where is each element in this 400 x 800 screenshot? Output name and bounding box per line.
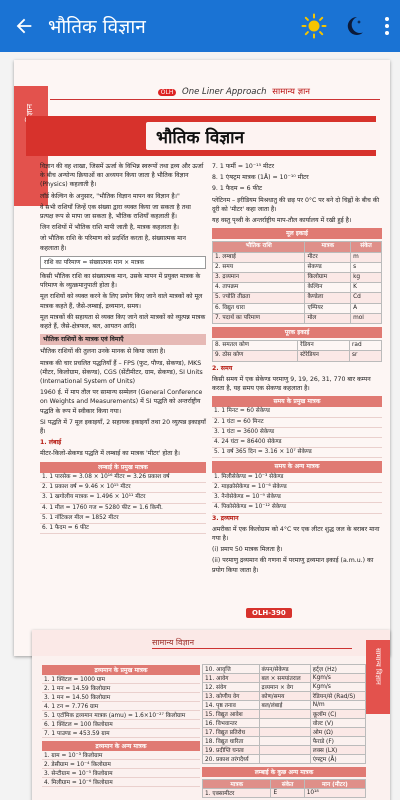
table-row	[213, 293, 382, 303]
header-text: सामान्य विज्ञान	[152, 637, 352, 649]
table-cell: 6. 1 फैदम = 6 फीट	[40, 523, 206, 533]
table-row	[212, 503, 382, 513]
column-header: मान (मीटर)	[304, 780, 365, 789]
table-cell: 19. प्रदीप्ति घनत्व	[203, 746, 260, 755]
table-row	[213, 252, 382, 262]
table-cell: फैराडे (F)	[310, 737, 365, 746]
table-cell: कंपन/सेकेण्ड	[259, 665, 310, 674]
side-label: सामान्य विज्ञान	[374, 648, 382, 685]
table-cell: 1. 1 क्विंटल = 1000 ग्राम	[42, 675, 200, 684]
table-cell: kg	[351, 273, 382, 283]
table-cell: A	[351, 303, 382, 313]
table-cell: 6. 1 क्विंटल = 100 किलोग्राम	[42, 720, 200, 729]
table-cell: 3. नैनोसेकेण्ड = 10⁻⁹ सेकेण्ड	[212, 493, 382, 503]
table-cell: 3. द्रव्यमान	[213, 273, 305, 283]
table-row	[203, 701, 366, 710]
table-cell: 4. तापक्रम	[213, 283, 305, 293]
table-row	[42, 711, 200, 720]
table-cell: 3. 1 मन = 14.50 किलोग्राम	[42, 693, 200, 702]
left-column	[40, 162, 206, 534]
table-row	[40, 513, 206, 523]
table-row	[203, 746, 366, 755]
page-header	[32, 630, 390, 656]
table-cell: 2. 1 मन = 14.59 किलोग्राम	[42, 684, 200, 693]
table-cell: कैण्डेला	[305, 293, 351, 303]
table-title: द्रव्यमान के प्रमुख मात्रक	[42, 665, 200, 675]
small-time-units-table	[212, 473, 382, 514]
table-cell: लक्स (LX)	[310, 746, 365, 755]
table-cell: 2. 1 घंटा = 60 मिनट	[212, 417, 382, 427]
column-header: मात्रक	[305, 242, 351, 252]
table-cell	[259, 746, 310, 755]
table-cell: 2. माइक्रोसेकेण्ड = 10⁻⁶ सेकेण्ड	[212, 482, 382, 492]
table-cell: बल × समयांतराल	[259, 674, 310, 683]
table-cell: 1. ग्राम = 10⁻³ किलोग्राम	[42, 751, 200, 760]
table-cell: 4. मिलीग्राम = 10⁻⁶ किलोग्राम	[42, 778, 200, 787]
table-row	[213, 273, 382, 283]
table-row	[42, 684, 200, 693]
table-cell: 1. मिलीसेकेण्ड = 10⁻³ सेकेण्ड	[212, 473, 382, 483]
app-bar	[0, 0, 400, 52]
table-cell: 1. 1 पारसेक = 3.08 × 10¹⁶ मीटर = 3.26 प्रकाश वर्ष	[40, 473, 206, 483]
table-cell: ओम (Ω)	[310, 728, 365, 737]
table-cell: 18. विद्युत धारिता	[203, 737, 260, 746]
table-row	[212, 493, 382, 503]
table-cell: 17. विद्युत प्रतिरोध	[203, 728, 260, 737]
table-row	[203, 674, 366, 683]
paragraph: जिन राशियों में भौतिक राशि मापी जाती है, मात्रक कहलाता है।	[40, 224, 179, 232]
table-row	[213, 262, 382, 272]
table-cell	[259, 755, 310, 764]
table-title: समय के अन्य मात्रक	[212, 461, 382, 472]
table-row	[213, 283, 382, 293]
table-cell: 2. समय	[213, 262, 305, 272]
table-row	[212, 417, 382, 427]
header-sub: सामान्य ज्ञान	[272, 87, 310, 97]
table-row	[203, 665, 366, 674]
paragraph: (i) प्रमाप 50 मात्रक मिलता है।	[212, 546, 283, 554]
table-cell: 5. 1 एटॉमिक द्रव्यमान मात्रक (amu) = 1.6×10⁻²⁷ किलोग्राम	[42, 711, 200, 720]
publisher-logo: OLH	[158, 89, 177, 96]
table-cell: एम्पियर	[305, 303, 351, 313]
table-cell: 5. 1 नॉटिकल मील = 1852 मीटर	[40, 513, 206, 523]
page-number: OLH-390	[246, 608, 292, 618]
column-header: भौतिक राशि	[213, 242, 305, 252]
sub-heading: 3. द्रव्यमान	[212, 514, 239, 522]
table-cell: 12. संवेग	[203, 683, 260, 692]
table-title: द्रव्यमान के अन्य मात्रक	[42, 741, 200, 751]
table-title: समय के प्रमुख मात्रक	[212, 396, 382, 407]
length-units-table	[40, 473, 206, 534]
table-row	[212, 482, 382, 492]
table-row	[40, 503, 206, 513]
table-cell: 1. लम्बाई	[213, 252, 305, 262]
table-cell: m	[351, 252, 382, 262]
table-cell: 2. डेसीग्राम = 10⁻⁴ किलोग्राम	[42, 760, 200, 769]
light-theme-button[interactable]	[294, 0, 334, 52]
document-page-1	[14, 60, 390, 656]
formula-box: राशि का परिमाण = संख्यात्मक मान × मात्रक	[40, 256, 206, 269]
time-units-table	[212, 407, 382, 458]
chapter-title: भौतिक विज्ञान	[156, 127, 245, 148]
table-row	[203, 692, 366, 701]
paragraph: किसी समय में एक सेकेण्ड परमाणु 9, 19, 26, 31, 770 बार कम्पन करता है, यह समय एक सेकण्ड कहलाता है।	[212, 375, 371, 393]
table-cell: mol	[351, 313, 382, 323]
table-cell: 3. 1 खगोलीय मात्रक = 1.496 × 10¹¹ मीटर	[40, 493, 206, 503]
table-row	[42, 769, 200, 778]
table-cell: sr	[350, 351, 382, 361]
column-header: संकेत	[351, 242, 382, 252]
paragraph: मात्रक की चार प्रचलित पद्धतियाँ हैं – FPS (फुट, पौण्ड, सेकण्ड), MKS (मीटर, किलोग्राम, सेकण्ड), CGS (सेंटीमीटर, ग्राम, सेकण्ड), SI Units (International System of Units)	[40, 359, 203, 386]
table-row	[212, 407, 382, 417]
table-row	[42, 751, 200, 760]
arrow-back-icon	[13, 15, 35, 37]
table-row	[212, 473, 382, 483]
table-cell: 4. पिकोसेकेण्ड = 10⁻¹² सेकेण्ड	[212, 503, 382, 513]
table-cell: 1. 1 मिनट = 60 सेकेण्ड	[212, 407, 382, 417]
table-cell: 15. विद्युत आवेश	[203, 710, 260, 719]
document-viewer[interactable]	[0, 52, 400, 800]
table-cell: वोल्ट (V)	[310, 719, 365, 728]
chapter-ribbon	[26, 116, 376, 156]
table-cell: 2. 1 प्रकाश वर्ष = 9.46 × 10¹⁵ मीटर	[40, 483, 206, 493]
paragraph: वे सभी राशियाँ जिन्हें एक संख्या द्वारा व्यक्त किया जा सकता है तथा प्रत्यक्ष रूप से मापा जा सकता है, भौतिक राशियाँ कहलाती हैं।	[40, 203, 191, 221]
header-text: One Liner Approach	[182, 87, 267, 97]
table-row	[203, 710, 366, 719]
table-cell: 6. विद्युत धारा	[213, 303, 305, 313]
table-cell: Kgm/s	[310, 683, 365, 692]
paragraph: विज्ञान की वह शाखा, जिसमें ऊर्जा के विभिन्न स्वरूपों तथा द्रव्य और ऊर्जा के बीच अन्योन्य क्रियाओं का अध्ययन किया जाता है भौतिक विज्ञान (Physics) कहलाती है।	[40, 163, 204, 189]
paragraph: 1960 ई. में माप तौल पर सामान्य सम्मेलन (General Conference on Weights and Measurements) में SI पद्धति को अन्तर्राष्ट्रीय पद्धति के रूप में स्वीकार किया गया।	[40, 389, 203, 415]
table-row	[203, 789, 366, 798]
table-row	[203, 683, 366, 692]
table-cell: Kgm/s	[310, 674, 365, 683]
table-row	[42, 729, 200, 738]
table-cell: rad	[350, 341, 382, 351]
table-title: पूरक इकाई	[212, 327, 382, 338]
table-cell: एंग्स्ट्रम (Å)	[310, 755, 365, 764]
table-row	[42, 778, 200, 787]
table-cell: N/m	[310, 701, 365, 710]
paragraph: मूल मात्रकों की सहायता से व्यक्त किए जाने वाले मात्रकों को व्युत्पन्न मात्रक कहते हैं, जैसे-क्षेत्रफल, बल, आयतन आदि।	[40, 313, 206, 331]
table-row	[40, 473, 206, 483]
table-cell: 3. सेन्टीग्राम = 10⁻⁵ किलोग्राम	[42, 769, 200, 778]
paragraph: लॉर्ड केल्विन के अनुसार, "भौतिक विज्ञान मापन का विज्ञान है।"	[40, 192, 180, 200]
section-heading: भौतिक राशियों के मात्रक एवं विमाएँ	[40, 334, 206, 345]
table-cell: मोल	[305, 313, 351, 323]
left-column	[42, 662, 200, 787]
paragraph: मूल राशियों को व्यक्त करने के लिए प्रयोग किए जाने वाले मात्रकों को मूल मात्रक कहते हैं, जैसे-लम्बाई, द्रव्यमान, समय।	[40, 293, 203, 310]
right-column	[212, 162, 382, 577]
table-cell	[259, 710, 310, 719]
paragraph: किसी भौतिक राशि का संख्यात्मक मान, उसके मापन में प्रयुक्त मात्रक के परिमाण के व्युत्क्रमानुपाती होता है।	[40, 273, 201, 290]
paragraph: 9. 1 फैदम = 6 फीट	[212, 185, 263, 193]
table-cell: मीटर	[305, 252, 351, 262]
table-cell: द्रव्यमान × वेग	[259, 683, 310, 692]
table-header-row	[213, 242, 382, 252]
table-row	[212, 438, 382, 448]
table-cell	[259, 737, 310, 746]
table-row	[203, 719, 366, 728]
table-cell: 4. 24 घंटा = 86400 सेकेण्ड	[212, 438, 382, 448]
other-length-units-table	[202, 779, 366, 798]
table-cell	[259, 728, 310, 737]
table-cell: 7. 1 पाउण्ड = 453.59 ग्राम	[42, 729, 200, 738]
table-cell: Cd	[351, 293, 382, 303]
table-cell: K	[351, 283, 382, 293]
table-cell: रेडियन	[298, 341, 350, 351]
table-row	[42, 702, 200, 711]
table-row	[40, 483, 206, 493]
page-header	[50, 86, 380, 100]
table-cell: 14. पृष्ठ तनाव	[203, 701, 260, 710]
paragraph: 8. 1 एंग्स्ट्रम मात्रक (1Å) = 10⁻¹⁰ मीटर	[212, 174, 309, 182]
table-cell: कोण/समय	[259, 692, 310, 701]
side-strip	[366, 640, 390, 714]
table-cell: 16. विभवान्तर	[203, 719, 260, 728]
app-title: भौतिक विज्ञान	[48, 16, 146, 38]
dark-theme-button[interactable]	[334, 0, 374, 52]
derived-units-table	[202, 664, 366, 764]
chapter-title-box	[146, 122, 380, 150]
si-units-table	[212, 241, 382, 324]
table-cell	[259, 719, 310, 728]
column-header: मात्रक	[203, 780, 271, 789]
document-page-2	[32, 630, 390, 800]
table-row	[213, 313, 382, 323]
table-row	[213, 303, 382, 313]
paragraph: प्लेटिनम – इरीडियम मिश्रधातु की छड़ पर 0°C पर बने दो चिह्नों के बीच की दूरी को 'मीटर' कहा जाता है।	[212, 196, 380, 213]
table-cell: 4. 1 टन = 7.776 ग्राम	[42, 702, 200, 711]
table-cell: 10¹⁸	[304, 789, 365, 798]
mass-units-table	[42, 675, 200, 738]
table-row	[40, 493, 206, 503]
table-row	[213, 341, 382, 351]
back-button[interactable]	[0, 0, 48, 52]
table-cell: 8. समतल कोण	[213, 341, 298, 351]
table-row	[40, 523, 206, 533]
table-cell: केल्विन	[305, 283, 351, 293]
table-row	[42, 760, 200, 769]
column-header: संकेत	[271, 780, 304, 789]
table-title: मूल इकाई	[212, 228, 382, 239]
moon-icon	[342, 14, 366, 38]
table-row	[212, 448, 382, 458]
other-mass-units-table	[42, 751, 200, 787]
table-cell: कूलॉम (C)	[310, 710, 365, 719]
table-cell: 5. ज्योति तीव्रता	[213, 293, 305, 303]
table-cell: 4. 1 मील = 1760 गज = 5280 फीट = 1.6 किमी.	[40, 503, 206, 513]
table-cell: E	[271, 789, 304, 798]
table-cell: स्टेरेडियन	[298, 351, 350, 361]
table-row	[42, 693, 200, 702]
table-row	[213, 351, 382, 361]
table-cell: 3. 1 घंटा = 3600 सेकेण्ड	[212, 427, 382, 437]
table-row	[42, 720, 200, 729]
sub-heading: 1. लंबाई	[40, 439, 62, 447]
paragraph: जो भौतिक राशि के परिमाण को प्रदर्शित करता है, संख्यात्मक मान कहलाता है।	[40, 235, 186, 252]
supplementary-units-table	[212, 340, 382, 361]
overflow-menu-button[interactable]	[374, 0, 400, 52]
table-cell: 11. आवेग	[203, 674, 260, 683]
right-column	[202, 662, 366, 800]
paragraph: (ii) परमाणु द्रव्यमान की गणना में परमाणु द्रव्यमान इकाई (a.m.u.) का प्रयोग किया जाता है।	[212, 557, 374, 574]
table-cell: 10. आवृत्ति	[203, 665, 260, 674]
table-header-row	[203, 780, 366, 789]
table-title: लम्बाई के कुछ अन्य मात्रक	[202, 767, 366, 777]
table-row	[203, 728, 366, 737]
table-cell: 1. एक्सामीटर	[203, 789, 271, 798]
table-cell: 13. कोणीय वेग	[203, 692, 260, 701]
table-cell: बल/लंबाई	[259, 701, 310, 710]
table-cell: 5. 1 वर्ष 365 दिन = 3.16 × 10⁷ सेकेण्ड	[212, 448, 382, 458]
paragraph: मीटर-किलो-सेकण्ड पद्धति में लम्बाई का मात्रक 'मीटर' होता है।	[40, 450, 180, 458]
table-cell: 20. प्रकाश तरंगदैर्ध्य	[203, 755, 260, 764]
table-row	[203, 755, 366, 764]
paragraph: SI पद्धति में 7 मूल इकाइयाँ, 2 सहायक इकाइयाँ तथा 20 व्युत्पन्न इकाइयाँ हैं।	[40, 418, 206, 436]
more-vert-icon	[384, 16, 390, 36]
table-cell: हर्ट्ज़ (Hz)	[310, 665, 365, 674]
paragraph: अमरीका में एक किलोग्राम को 4°C पर एक लीटर शुद्ध जल के बराबर माना गया है।	[212, 525, 380, 542]
table-cell: 7. पदार्थ का परिमाण	[213, 313, 305, 323]
paragraph: यह वस्तु पृथ्वी के अन्तर्राष्ट्रीय माप-तौल कार्यालय में रखी हुई है।	[212, 217, 352, 225]
table-cell: रेडियन/से (Rad/S)	[310, 692, 365, 701]
paragraph: 7. 1 फर्मी = 10⁻¹⁵ मीटर	[212, 163, 274, 170]
table-title: लम्बाई के प्रमुख मात्रक	[40, 462, 206, 473]
paragraph: भौतिक राशियों की तुलना उनके मानक से किया जाता है।	[40, 348, 166, 356]
table-cell: किलोग्राम	[305, 273, 351, 283]
table-row	[212, 427, 382, 437]
table-cell: सेकण्ड	[305, 262, 351, 272]
table-cell: s	[351, 262, 382, 272]
table-row	[42, 675, 200, 684]
table-cell: 9. ठोस कोण	[213, 351, 298, 361]
sub-heading: 2. समय	[212, 364, 233, 372]
sun-icon	[301, 13, 327, 39]
table-row	[203, 737, 366, 746]
